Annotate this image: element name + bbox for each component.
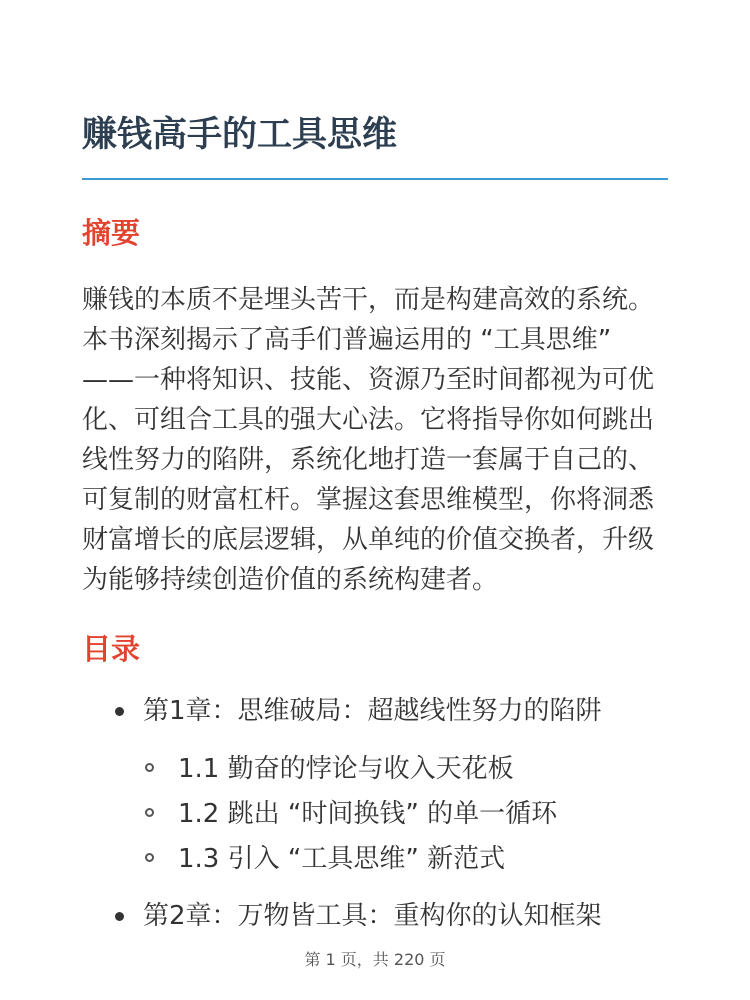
toc-section-1-2 — [143, 798, 668, 829]
toc-section-1-2-label: 1.2 跳出 “时间换钱” 的单一循环 — [178, 798, 558, 829]
circle-bullet-icon — [145, 808, 154, 817]
title-divider — [82, 178, 668, 180]
toc-section-1-3-label: 1.3 引入 “工具思维” 新范式 — [178, 843, 506, 874]
toc-chapter-2 — [82, 900, 668, 931]
toc-chapter-1-label: 第1章：思维破局：超越线性努力的陷阱 — [143, 695, 602, 726]
toc-chapter-1-sections — [143, 753, 668, 874]
abstract-heading: 摘要 — [82, 216, 141, 250]
toc-section-1-3 — [143, 843, 668, 874]
toc-heading: 目录 — [82, 631, 141, 666]
toc-section-1-1-label: 1.1 勤奋的悖论与收入天花板 — [178, 753, 514, 784]
toc-chapter-1 — [82, 695, 668, 874]
toc-list — [82, 695, 668, 931]
disc-bullet-icon — [115, 912, 124, 921]
abstract-paragraph: 赚钱的本质不是埋头苦干，而是构建高效的系统。本书深刻揭示了高手们普遍运用的 “工具思维” ——一种将知识、技能、资源乃至时间都视为可优化、可组合工具的强大心法。它将指导你如何跳出线性努力的陷阱，系统化地打造一套属于自己的、可复制的财富杠杆。掌握这套思维模型，你将洞悉财富增长的底层逻辑，从单纯的价值交换者，升级为能够持续创造价值的系统构建者。 — [82, 284, 655, 595]
page-number-indicator: 第 1 页，共 220 页 — [304, 950, 446, 969]
circle-bullet-icon — [145, 763, 154, 772]
page-title: 赚钱高手的工具思维 — [82, 115, 398, 155]
toc-section-1-1 — [143, 753, 668, 784]
disc-bullet-icon — [115, 707, 124, 716]
toc-chapter-2-label: 第2章：万物皆工具：重构你的认知框架 — [143, 900, 602, 931]
circle-bullet-icon — [145, 853, 154, 862]
